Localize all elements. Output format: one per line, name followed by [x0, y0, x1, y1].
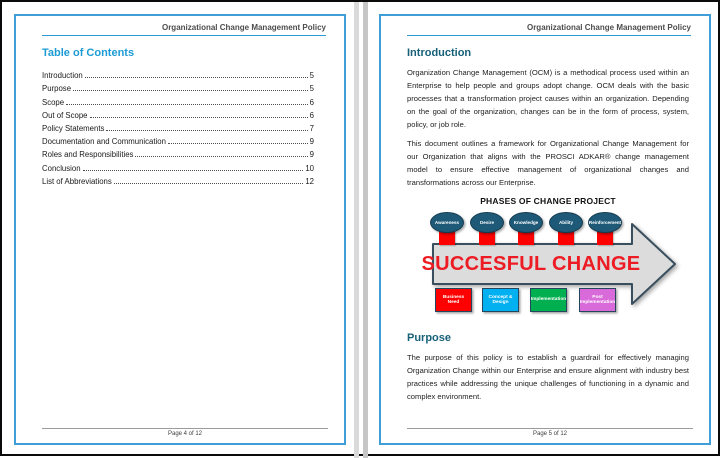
phases-diagram [407, 208, 689, 318]
toc-dot-leader [90, 117, 308, 118]
diagram-title: PHASES OF CHANGE PROJECT [480, 196, 616, 206]
toc-page-number: 6 [309, 97, 314, 107]
stage-box-implementation: Implementation [530, 288, 567, 312]
section-heading-purpose: Purpose [407, 332, 452, 344]
table-of-contents [42, 68, 314, 187]
header-rule [407, 35, 691, 36]
document-page-right [379, 14, 711, 445]
toc-entry[interactable] [42, 134, 314, 147]
toc-entry-label: Introduction [42, 71, 83, 81]
toc-entry-label: List of Abbreviations [42, 176, 112, 186]
page-gap-shadow [363, 2, 368, 458]
toc-entry-label: Purpose [42, 84, 72, 94]
toc-dot-leader [114, 183, 304, 184]
toc-entry-label: Scope [42, 97, 65, 107]
page-header-title: Organizational Change Management Policy [161, 23, 326, 32]
phase-ellipse-knowledge: Knowledge [509, 212, 543, 233]
purpose-paragraph: The purpose of this policy is to establish a guardrail for effectively managing Organization Change within our Enterprise and ensure alignment with industry best practices while addressing the unique challenges of functioning in a dynamic and complex environment. [407, 353, 689, 401]
intro-paragraph-2: This document outlines a framework for Organizational Change Management for our Organization that aligns with the PROSCI ADKAR® change management model to ensure effective management of organizational changes and transformations across our Enterprise. [407, 139, 689, 187]
toc-entry[interactable] [42, 68, 314, 81]
toc-dot-leader [168, 143, 308, 144]
toc-page-number: 6 [309, 110, 314, 120]
toc-heading: Table of Contents [42, 47, 135, 59]
toc-page-number: 9 [309, 150, 314, 160]
phase-ellipse-ability: Ability [549, 212, 583, 233]
toc-entry[interactable] [42, 81, 314, 94]
toc-page-number: 12 [305, 176, 314, 186]
phase-ellipse-desire: Desire [470, 212, 504, 233]
toc-page-number: 5 [309, 84, 314, 94]
toc-entry[interactable] [42, 108, 314, 121]
page-footer: Page 5 of 12 [407, 428, 693, 437]
toc-dot-leader [83, 170, 304, 171]
phase-ellipse-awareness: Awareness [430, 212, 464, 233]
stage-box-post-implementation: Post Implementation [579, 288, 616, 312]
section-heading-introduction: Introduction [407, 47, 472, 59]
header-rule [42, 35, 326, 36]
toc-entry[interactable] [42, 94, 314, 107]
toc-entry[interactable] [42, 121, 314, 134]
page-gap-shadow [354, 2, 359, 458]
toc-dot-leader [66, 104, 308, 105]
intro-paragraph-1: Organization Change Management (OCM) is a methodical process used within an Enterprise to help people and groups adopt change. OCM deals with the basic processes that a transformation project causes within an organization. Depending on the goal of the organization, changes can be in the form of process, system, policy, or job role. [407, 68, 689, 129]
stage-box-business-need: Business Need [435, 288, 472, 312]
toc-dot-leader [73, 90, 308, 91]
toc-entry-label: Out of Scope [42, 110, 88, 120]
stage-box-concept-design: Concept & Design [482, 288, 519, 312]
toc-dot-leader [85, 77, 308, 78]
toc-page-number: 9 [309, 137, 314, 147]
page-footer: Page 4 of 12 [42, 428, 328, 437]
document-page-left [14, 14, 346, 445]
page-header-title: Organizational Change Management Policy [526, 23, 691, 32]
toc-entry-label: Conclusion [42, 163, 81, 173]
phase-ellipse-reinforcement: Reinforcement [588, 212, 622, 233]
toc-entry[interactable] [42, 160, 314, 173]
toc-entry-label: Roles and Responsibilities [42, 150, 134, 160]
toc-entry-label: Documentation and Communication [42, 137, 166, 147]
toc-entry[interactable] [42, 147, 314, 160]
arrow-label: SUCCESFUL CHANGE [421, 252, 641, 275]
toc-dot-leader [135, 156, 307, 157]
toc-entry-label: Policy Statements [42, 123, 105, 133]
toc-page-number: 10 [305, 163, 314, 173]
toc-dot-leader [106, 130, 307, 131]
toc-entry[interactable] [42, 174, 314, 187]
toc-page-number: 5 [309, 71, 314, 81]
toc-page-number: 7 [309, 123, 314, 133]
page-content [407, 47, 689, 409]
